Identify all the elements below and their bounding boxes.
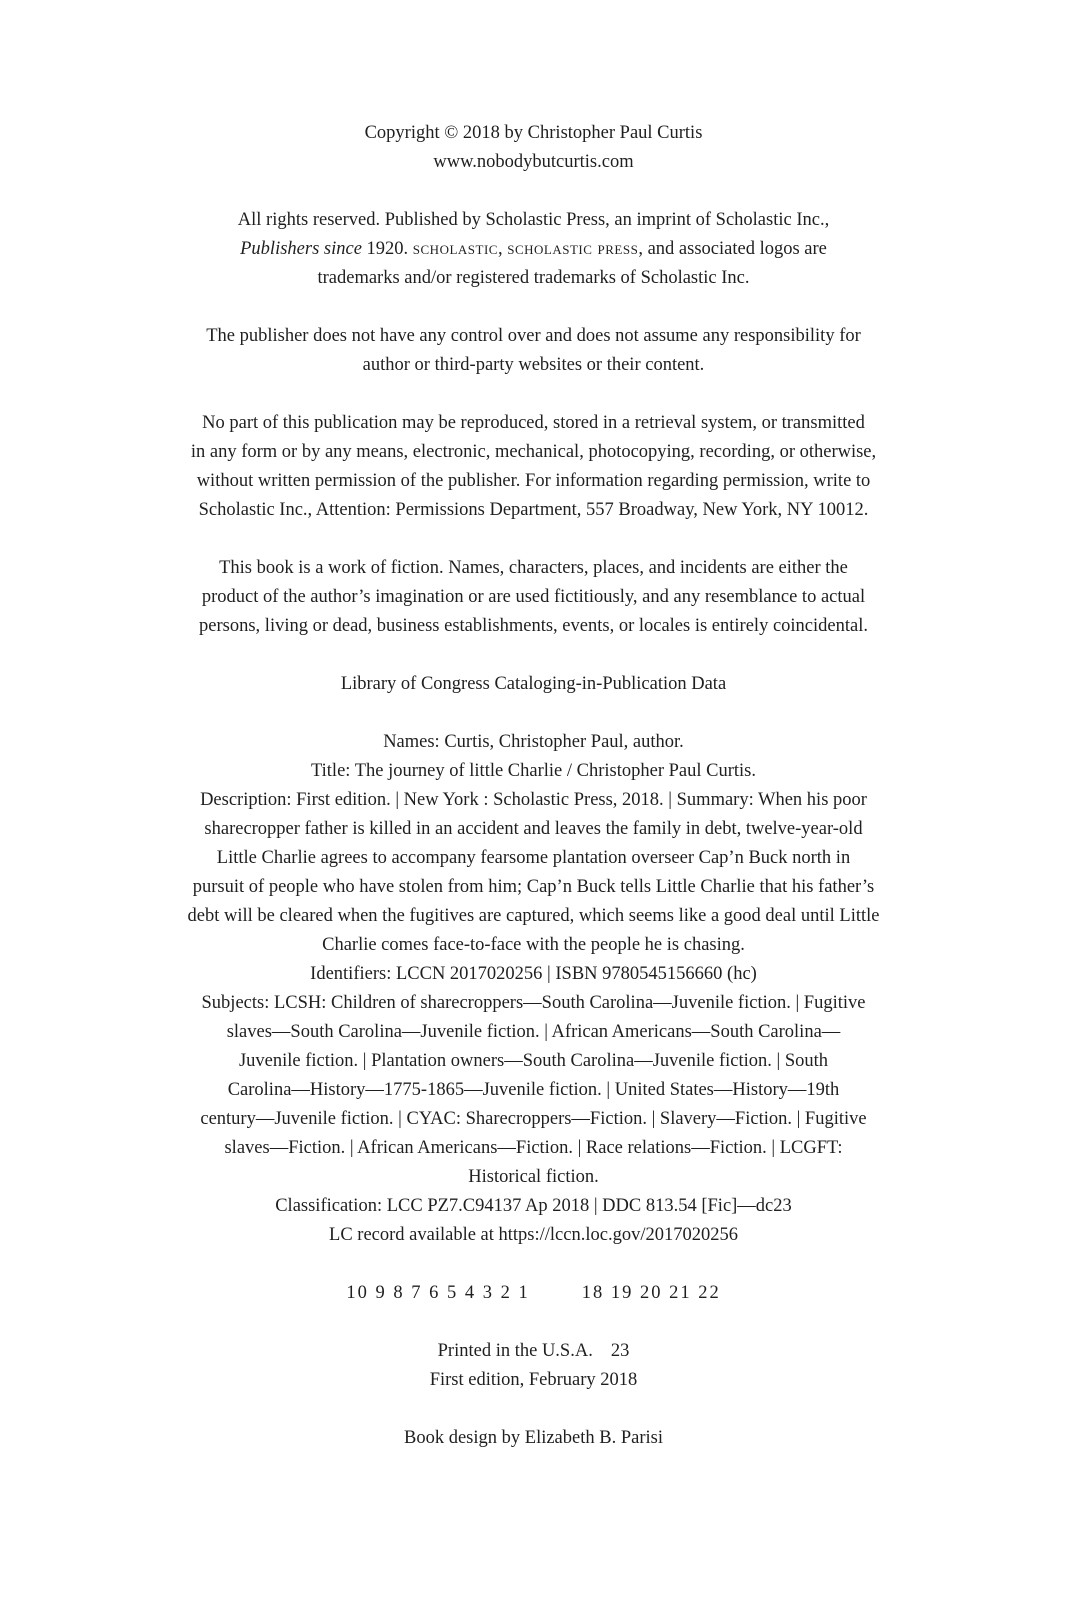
cip-line: Description: First edition. | New York : Scholastic Press, 2018. | Summary: When his poor [200,790,867,810]
fiction-line-2: product of the author’s imagination or are used fictitiously, and any resemblance to actual [201,587,866,607]
cip-line: Historical fiction. [468,1167,599,1187]
cip-line: Identifiers: LCCN 2017020256 | ISBN 9780545156660 (hc) [310,964,757,984]
reproduction-line-2: in any form or by any means, electronic, mechanical, photocopying, recording, or otherwise, [190,442,877,462]
reproduction-line-1: No part of this publication may be reproduced, stored in a retrieval system, or transmitted [202,413,865,433]
publisher-notice-line-1: The publisher does not have any control over and does not assume any responsibility for [206,326,861,346]
scholastic-press-trademark: scholastic press [507,239,639,259]
rights-year: 1920. [361,239,413,259]
fiction-line-1: This book is a work of fiction. Names, characters, places, and incidents are either the [219,558,848,578]
cip-line: Juvenile fiction. | Plantation owners—South Carolina—Juvenile fiction. | South [238,1051,829,1071]
cip-line: slaves—Fiction. | African Americans—Fiction. | Race relations—Fiction. | LCGFT: [224,1138,843,1158]
printing-numbers: 10 9 8 7 6 5 4 3 2 1 [346,1283,530,1303]
design-credit [140,1424,927,1453]
cip-line: slaves—South Carolina—Juvenile fiction. | African Americans—South Carolina— [226,1022,841,1042]
copyright-line: Copyright © 2018 by Christopher Paul Curtis [364,123,703,143]
reproduction-notice [140,409,927,525]
cip-line: pursuit of people who have stolen from him; Cap’n Buck tells Little Charlie that his father’s [192,877,875,897]
cip-record [140,728,927,1250]
printing-years: 18 19 20 21 22 [581,1283,721,1303]
publisher-notice-line-2: author or third-party websites or their content. [362,355,705,375]
website-line: www.nobodybutcurtis.com [433,152,634,172]
rights-line-2 [140,235,927,264]
cip-line: LC record available at https://lccn.loc.gov/2017020256 [329,1225,738,1245]
reproduction-line-3: without written permission of the publisher. For information regarding permission, write to [196,471,871,491]
cip-line: Little Charlie agrees to accompany fearsome plantation overseer Cap’n Buck north in [216,848,851,868]
rights-line-3: trademarks and/or registered trademarks of Scholastic Inc. [317,268,750,288]
page-content [140,119,927,1453]
cip-heading [140,670,927,699]
publisher-notice [140,322,927,380]
publishers-since-italic: Publishers since [240,239,362,259]
design-credit-text: Book design by Elizabeth B. Parisi [404,1428,663,1448]
scholastic-trademark: scholastic [412,239,498,259]
cip-line: Charlie comes face-to-face with the people he is chasing. [322,935,745,955]
cip-line: century—Juvenile fiction. | CYAC: Sharecroppers—Fiction. | Slavery—Fiction. | Fugitive [200,1109,867,1129]
cip-line: debt will be cleared when the fugitives are captured, which seems like a good deal until Little [187,906,880,926]
reproduction-line-4: Scholastic Inc., Attention: Permissions Department, 557 Broadway, New York, NY 10012. [198,500,869,520]
rights-line-1: All rights reserved. Published by Scholastic Press, an imprint of Scholastic Inc., [237,210,830,230]
cip-line: Subjects: LCSH: Children of sharecroppers—South Carolina—Juvenile fiction. | Fugitive [201,993,866,1013]
printed-line [140,1337,927,1366]
print-line [140,1279,927,1308]
printed-location: Printed in the U.S.A. [437,1341,593,1361]
cip-line: Carolina—History—1775-1865—Juvenile fiction. | United States—History—19th [227,1080,840,1100]
cip-line: sharecropper father is killed in an accident and leaves the family in debt, twelve-year-old [204,819,863,839]
fiction-line-3: persons, living or dead, business establishments, events, or locales is entirely coincidental. [199,616,868,636]
cip-line: Names: Curtis, Christopher Paul, author. [383,732,684,752]
cip-heading-text: Library of Congress Cataloging-in-Publication Data [340,674,727,694]
fiction-notice [140,554,927,641]
edition-line: First edition, February 2018 [429,1370,638,1390]
copyright-block [140,119,927,177]
cip-line: Classification: LCC PZ7.C94137 Ap 2018 | DDC 813.54 [Fic]—dc23 [275,1196,792,1216]
rights-block [140,206,927,293]
printer-code: 23 [610,1341,630,1361]
rights-line-2-tail: , and associated logos are [638,239,827,259]
printed-block [140,1337,927,1395]
rights-separator: , [497,239,508,259]
cip-line: Title: The journey of little Charlie / Christopher Paul Curtis. [311,761,756,781]
